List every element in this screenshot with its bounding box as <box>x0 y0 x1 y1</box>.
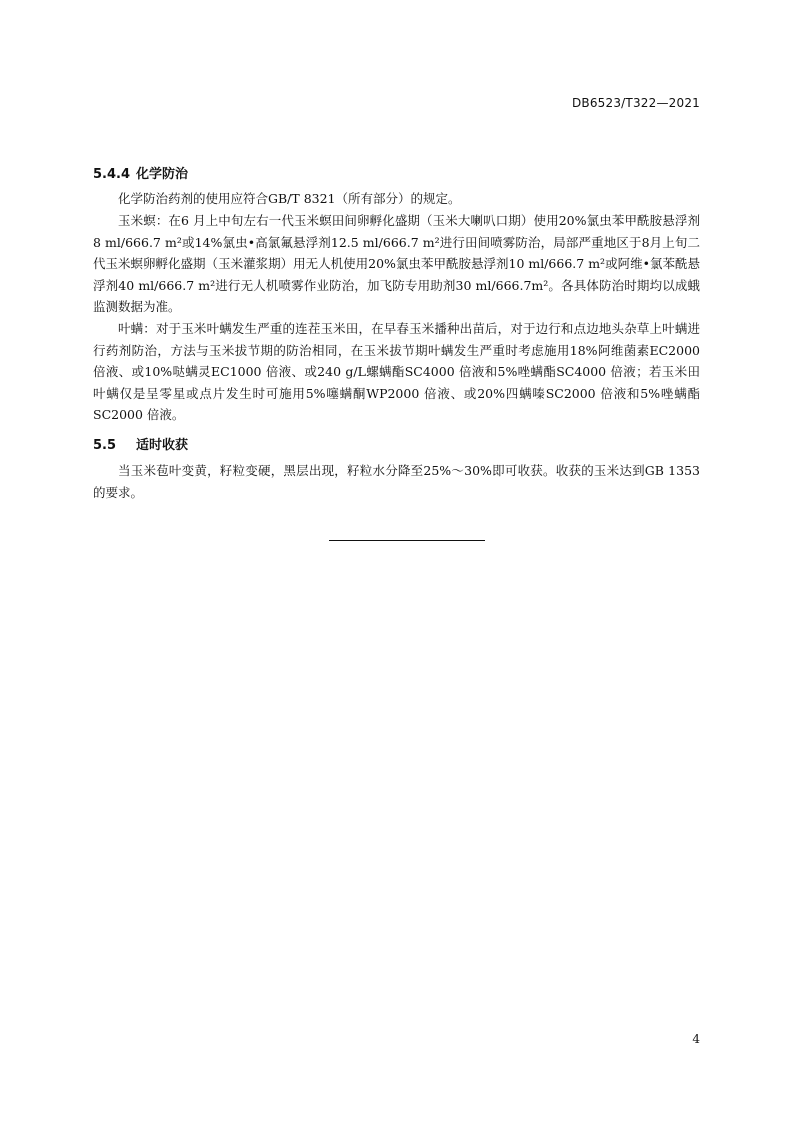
page-number: 4 <box>692 1032 700 1046</box>
section-title: 适时收获 <box>136 438 189 453</box>
paragraph-corn-borer: 玉米螟：在6 月上中旬左右一代玉米螟田间卵孵化盛期（玉米大喇叭口期）使用20%氯虫苯甲酰胺悬浮剂8 ml/666.7 m²或14%氯虫•高氯氟悬浮剂12.5 ml/666.7 m²进行田间喷雾防治，局部严重地区于8月上旬二代玉米螟卵孵化盛期（玉米灌浆期）用无人机使用20%氯虫苯甲酰胺悬浮剂10 ml/666.7 m²或阿维•氯苯酰悬浮剂40 ml/666.7 m²进行无人机喷雾作业防治，加飞防专用助剂30 ml/666.7m²。各具体防治时期均以成蛾监测数据为准。 <box>93 213 700 314</box>
section-title: 化学防治 <box>136 167 189 182</box>
paragraph-spider-mite: 叶螨：对于玉米叶螨发生严重的连茬玉米田，在早春玉米播种出苗后，对于边行和点边地头杂草上叶螨进行药剂防治，方法与玉米拔节期的防治相同，在玉米拔节期叶螨发生严重时考虑施用18%阿维菌素EC2000 倍液、或10%哒螨灵EC1000 倍液、或240 g/L螺螨酯SC4000 倍液和5%唑螨酯SC4000 倍液；若玉米田叶螨仅是呈零星或点片发生时可施用5%噻螨酮WP2000 倍液、或20%四螨嗪SC2000 倍液和5%唑螨酯SC2000 倍液。 <box>93 321 700 422</box>
paragraph-chemical-intro: 化学防治药剂的使用应符合GB/T 8321（所有部分）的规定。 <box>118 191 461 206</box>
section-number: 5.4.4 <box>93 167 131 182</box>
paragraph-harvest: 当玉米苞叶变黄，籽粒变硬，黑层出现，籽粒水分降至25%～30%即可收获。收获的玉米达到GB 1353的要求。 <box>93 463 700 500</box>
section-heading-5-5 <box>93 434 188 453</box>
end-rule <box>329 540 485 541</box>
section-heading-5-4-4 <box>93 163 188 182</box>
standard-code: DB6523/T322—2021 <box>571 96 700 110</box>
section-number: 5.5 <box>93 438 117 453</box>
